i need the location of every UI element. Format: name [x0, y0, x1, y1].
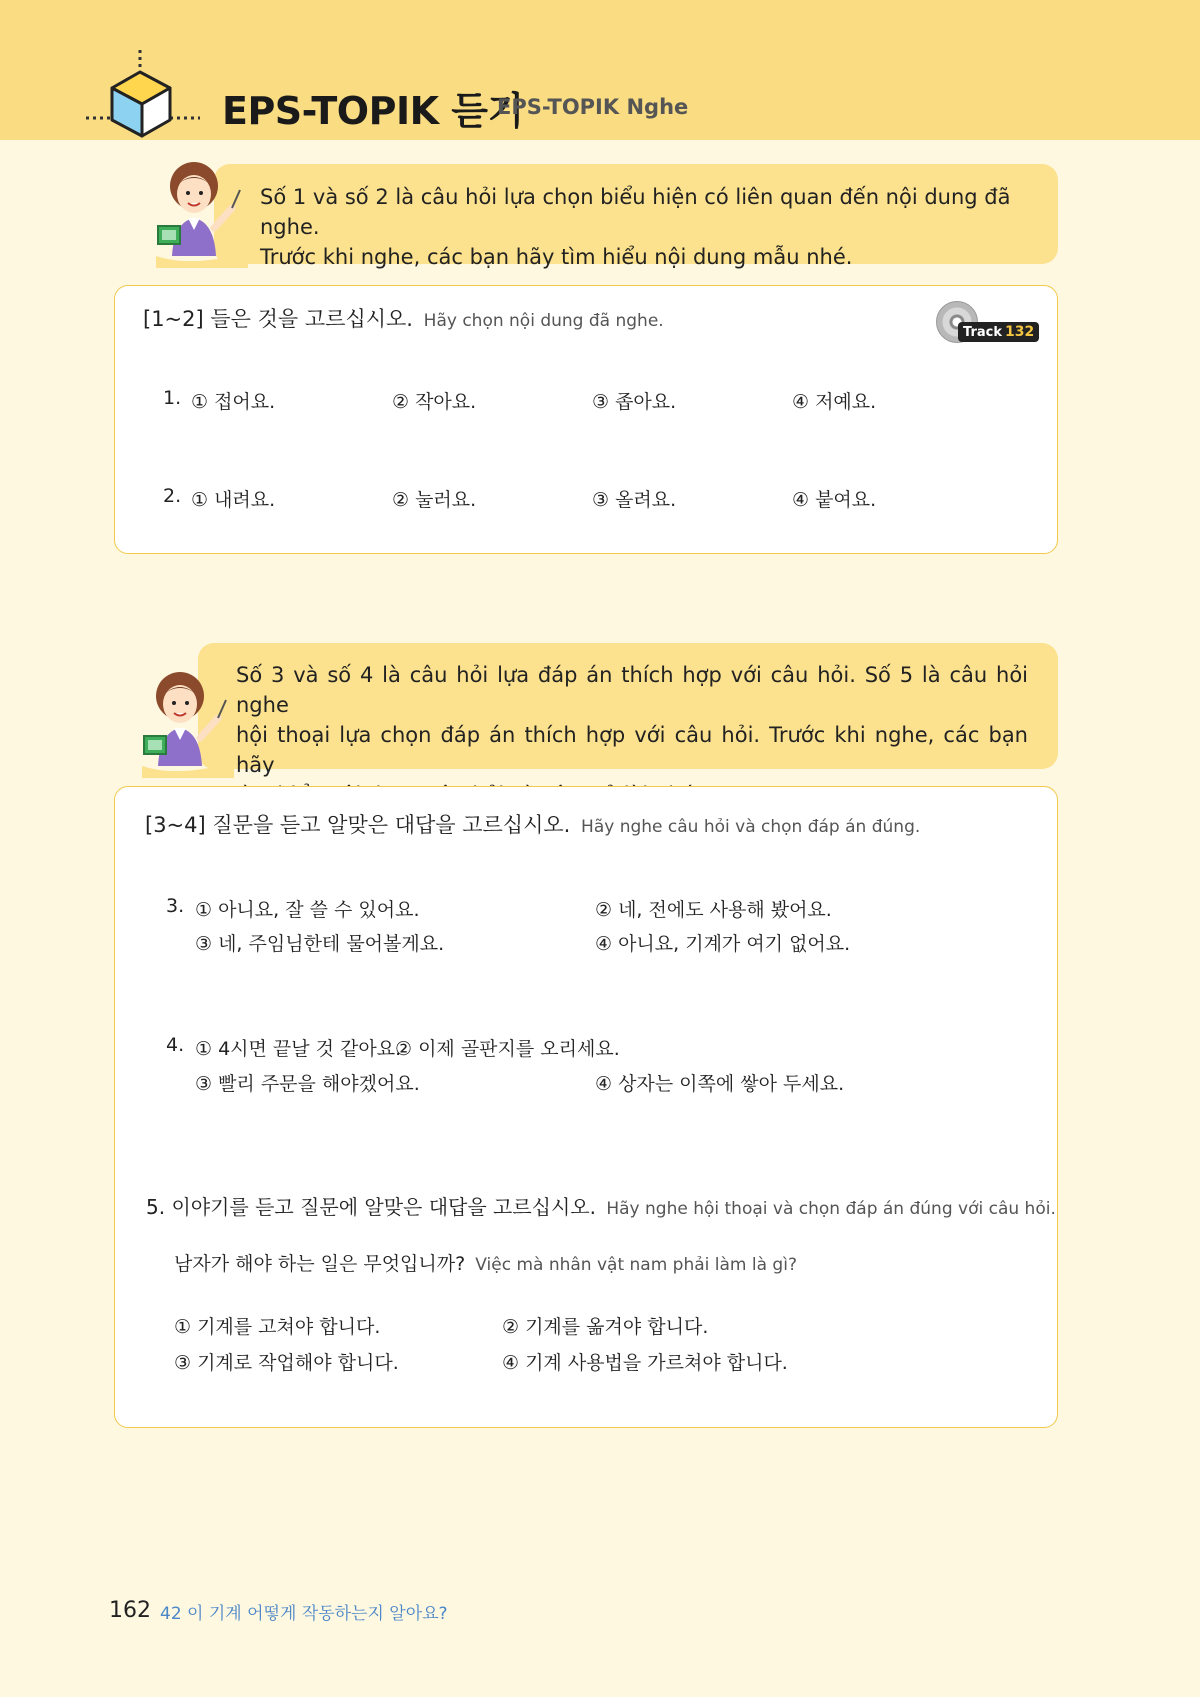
- q5-instruction: [146, 1191, 1056, 1220]
- q1-option-1[interactable]: ① 접어요.: [191, 391, 276, 413]
- track-label: Track 132: [958, 322, 1039, 342]
- q1-option-4[interactable]: ④ 저예요.: [792, 391, 877, 413]
- q5-option-4[interactable]: ④ 기계 사용법을 가르쳐야 합니다.: [502, 1352, 788, 1374]
- q5-option-2[interactable]: ② 기계를 옮겨야 합니다.: [502, 1316, 709, 1338]
- chapter-title: 42 이 기계 어떻게 작동하는지 알아요?: [160, 1604, 448, 1624]
- q5-question-vi: Việc mà nhân vật nam phải làm là gì?: [475, 1255, 797, 1275]
- track-number: 132: [1004, 324, 1035, 340]
- section2-instruction: [145, 809, 920, 839]
- audio-track-button[interactable]: [936, 301, 1035, 345]
- teacher-illustration-icon: [152, 156, 252, 268]
- section1-instruction-vi: Hãy chọn nội dung đã nghe.: [423, 311, 664, 331]
- q2-number: 2.: [163, 485, 182, 507]
- q4-option-1[interactable]: ① 4시면 끝날 것 같아요.: [195, 1038, 402, 1060]
- q5-instruction-ko: 5. 이야기를 듣고 질문에 알맞은 대답을 고르십시오.: [146, 1195, 596, 1219]
- q5-instruction-vi: Hãy nghe hội thoại và chọn đáp án đúng với câu hỏi.: [606, 1199, 1056, 1219]
- q5-option-1[interactable]: ① 기계를 고쳐야 합니다.: [174, 1316, 381, 1338]
- q5-question: [174, 1249, 797, 1276]
- section2-instruction-vi: Hãy nghe câu hỏi và chọn đáp án đúng.: [581, 817, 921, 837]
- section2-instruction-ko: [3~4] 질문을 듣고 알맞은 대답을 고르십시오.: [145, 813, 571, 837]
- page-title: EPS-TOPIK 듣기: [222, 89, 524, 133]
- q4-option-3[interactable]: ③ 빨리 주문을 해야겠어요.: [195, 1073, 420, 1095]
- intro1-line2: Trước khi nghe, các bạn hãy tìm hiểu nội dung mẫu nhé.: [260, 245, 853, 269]
- q5-option-3[interactable]: ③ 기계로 작업해야 합니다.: [174, 1352, 399, 1374]
- q1-option-3[interactable]: ③ 좁아요.: [592, 391, 677, 413]
- q2-option-3[interactable]: ③ 올려요.: [592, 489, 677, 511]
- q1-option-2[interactable]: ② 작아요.: [392, 391, 477, 413]
- q3-option-2[interactable]: ② 네, 전에도 사용해 봤어요.: [595, 899, 832, 921]
- intro1-line1: Số 1 và số 2 là câu hỏi lựa chọn biểu hiện có liên quan đến nội dung đã nghe.: [260, 185, 1011, 239]
- page-number: 162: [109, 1598, 151, 1623]
- q4-option-2[interactable]: ② 이제 골판지를 오리세요.: [395, 1038, 620, 1060]
- q2-option-1[interactable]: ① 내려요.: [191, 489, 276, 511]
- q2-option-4[interactable]: ④ 붙여요.: [792, 489, 877, 511]
- q4-number: 4.: [166, 1034, 185, 1056]
- q2-option-2[interactable]: ② 눌러요.: [392, 489, 477, 511]
- intro2-line1: Số 3 và số 4 là câu hỏi lựa đáp án thích hợp với câu hỏi. Số 5 là câu hỏi nghe: [236, 663, 1028, 717]
- q3-number: 3.: [166, 895, 185, 917]
- q3-option-4[interactable]: ④ 아니요, 기계가 여기 없어요.: [595, 933, 851, 955]
- teacher-illustration-icon: [138, 666, 238, 778]
- intro-bubble-2: [198, 643, 1058, 777]
- page-subtitle: EPS-TOPIK Nghe: [497, 95, 689, 119]
- q4-option-4[interactable]: ④ 상자는 이쪽에 쌓아 두세요.: [595, 1073, 845, 1095]
- q3-option-3[interactable]: ③ 네, 주임님한테 물어볼게요.: [195, 933, 445, 955]
- q5-question-ko: 남자가 해야 하는 일은 무엇입니까?: [174, 1253, 466, 1275]
- section1-instruction: [143, 303, 664, 333]
- intro2-line2: hội thoại lựa chọn đáp án thích hợp với câu hỏi. Trước khi nghe, các bạn hãy: [236, 723, 1028, 777]
- section1-instruction-ko: [1~2] 들은 것을 고르십시오.: [143, 307, 413, 331]
- q1-number: 1.: [163, 387, 182, 409]
- cube-icon: [84, 48, 204, 140]
- q3-option-1[interactable]: ① 아니요, 잘 쓸 수 있어요.: [195, 899, 420, 921]
- intro-bubble-1: [214, 164, 1058, 269]
